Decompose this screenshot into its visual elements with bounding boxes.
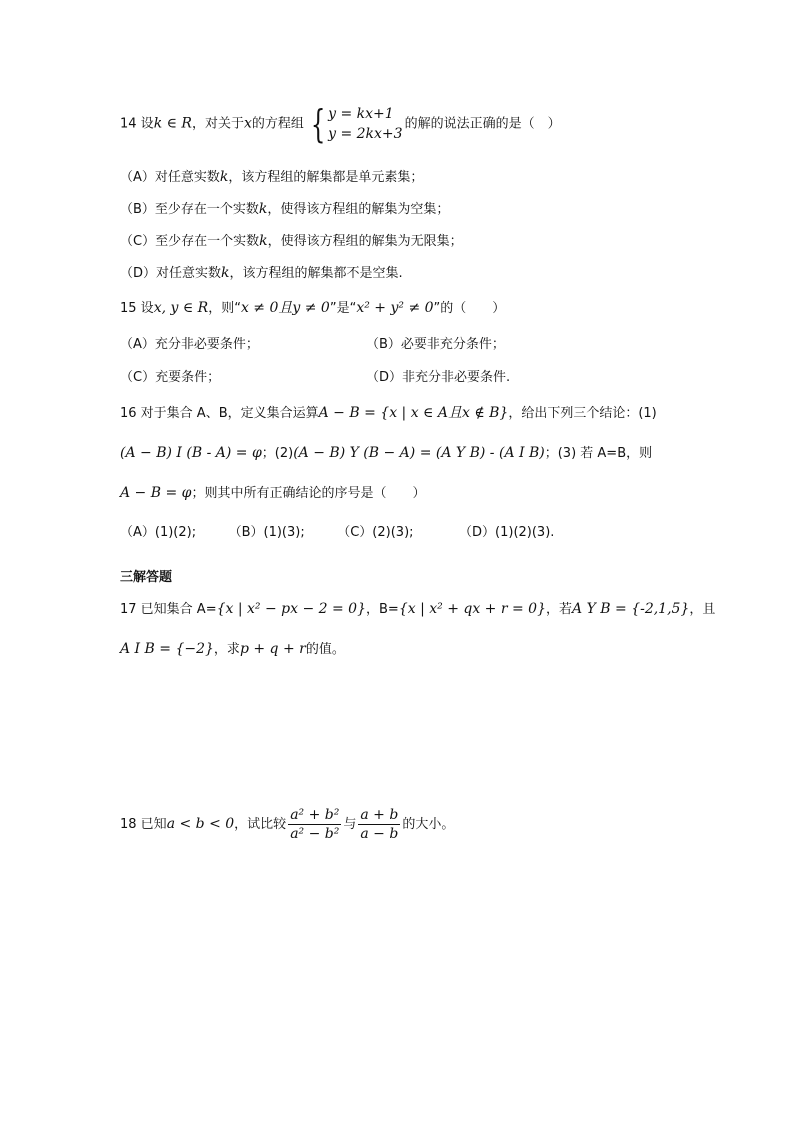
q16-conclusion-3-line: [120, 482, 425, 501]
q14-variable: x: [244, 115, 252, 132]
q14-option-text: ，使得该方程组的解集为无限集；: [267, 234, 463, 249]
q18-condition: a < b < 0: [166, 816, 235, 832]
fraction-denominator: a − b: [360, 826, 399, 842]
q14-option-label: （D）对任意实数: [120, 266, 222, 281]
q18-text: ，试比较: [234, 817, 287, 832]
q14-equation-system: [306, 104, 403, 144]
q16-conclusion-3: A − B = φ: [120, 485, 192, 501]
q17-text-4: 的值。: [305, 642, 345, 657]
q16-options: （A）(1)(2); （B）(1)(3); （C）(2)(3); （D）(1)(2)(3).: [120, 525, 555, 540]
q18-fraction-2: [358, 806, 400, 843]
q15-prefix: 15 设: [120, 301, 154, 316]
q16-conclusion-2: (A − B) Y (B − A) = (A Y B) - (A I B): [293, 445, 545, 461]
q17-stem: [120, 598, 715, 617]
q14-prefix: 14 设: [120, 116, 154, 132]
q16-conclusions: [120, 442, 652, 461]
q17-line-2: [120, 638, 345, 657]
q15-text-2: ”是“: [329, 301, 357, 316]
q14-option-text: ，使得该方程组的解集为空集；: [267, 202, 450, 217]
q14-option-c: [120, 230, 463, 249]
q17-set-a: {x | x² − px − 2 = 0}: [216, 601, 366, 617]
q18-stem: [120, 806, 454, 843]
q15-stem: [120, 297, 505, 317]
q15-option-b: （B）必要非充分条件；: [366, 337, 505, 352]
q18-fraction-1: [288, 806, 341, 843]
q17-text-3: ，求: [213, 642, 240, 657]
q14-equation-2: y = 2kx+3: [328, 126, 403, 142]
q18-text-2: 与: [343, 817, 357, 832]
q16-question: ；则其中所有正确结论的序号是（ ）: [191, 486, 426, 501]
q16-stem: [120, 402, 657, 422]
q15-text: ，则“: [208, 301, 241, 316]
q14-equation-1: y = kx+1: [328, 106, 394, 122]
brace-symbol: {: [310, 102, 326, 146]
q15-suffix: ”的（ ）: [433, 301, 506, 316]
q17-suffix: ，且: [689, 602, 716, 617]
q16-suffix: ，给出下列三个结论：(1): [508, 406, 657, 421]
q18-suffix: 的大小。: [402, 817, 455, 832]
q14-option-b: [120, 198, 449, 217]
q14-option-text: ，该方程组的解集都不是空集.: [229, 266, 403, 281]
q17-intersection: A I B = {−2}: [120, 641, 214, 657]
q14-stem: [120, 104, 561, 144]
q17-union: A Y B = {-2,1,5}: [572, 601, 690, 617]
q15-condition-2: x ≠ 0且y ≠ 0: [240, 300, 330, 316]
q16-text-2: ；(3) 若 A=B，则: [544, 446, 653, 461]
q15-condition: x, y ∈ R: [153, 300, 209, 316]
q14-text: ，对关于: [191, 116, 244, 132]
q17-set-b: {x | x² + qx + r = 0}: [398, 601, 546, 617]
fraction-numerator: a + b: [360, 807, 399, 823]
q15-option-c: （C）充要条件；: [120, 370, 221, 385]
q14-option-label: （A）对任意实数: [120, 170, 220, 185]
q14-option-var: k: [219, 169, 229, 185]
q18-prefix: 18 已知: [120, 817, 167, 832]
q14-option-var: k: [259, 233, 268, 249]
q14-option-var: k: [258, 201, 268, 217]
q14-suffix: 的解的说法正确的是（ ）: [404, 116, 561, 132]
q14-option-a: [120, 166, 423, 185]
q16-definition: A − B = {x | x ∈ A且x ∉ B}: [318, 405, 509, 421]
q15-option-a: （A）充分非必要条件；: [120, 337, 259, 352]
q17-text-2: ，若: [546, 602, 573, 617]
q17-prefix: 17 已知集合 A=: [120, 602, 217, 617]
q14-option-var: k: [221, 265, 230, 281]
fraction-denominator: a² − b²: [290, 826, 340, 842]
section-heading: 三解答题: [120, 570, 173, 585]
q14-option-d: [120, 262, 403, 281]
q16-text: ；(2): [261, 446, 294, 461]
q16-prefix: 16 对于集合 A、B，定义集合运算: [120, 406, 319, 421]
q14-text-2: 的方程组: [251, 116, 304, 132]
q14-condition: k ∈ R: [153, 115, 192, 132]
q17-text: ，B=: [366, 602, 399, 617]
fraction-numerator: a² + b²: [290, 807, 340, 823]
q17-expression: p + q + r: [239, 641, 306, 657]
q14-option-label: （B）至少存在一个实数: [120, 202, 259, 217]
q15-option-d: （D）非充分非必要条件.: [366, 370, 511, 385]
q16-conclusion-1: (A − B) I (B - A) = φ: [120, 445, 262, 461]
q14-option-label: （C）至少存在一个实数: [120, 234, 260, 249]
q14-option-text: ，该方程组的解集都是单元素集；: [228, 170, 424, 185]
q15-condition-3: x² + y² ≠ 0: [356, 300, 434, 316]
